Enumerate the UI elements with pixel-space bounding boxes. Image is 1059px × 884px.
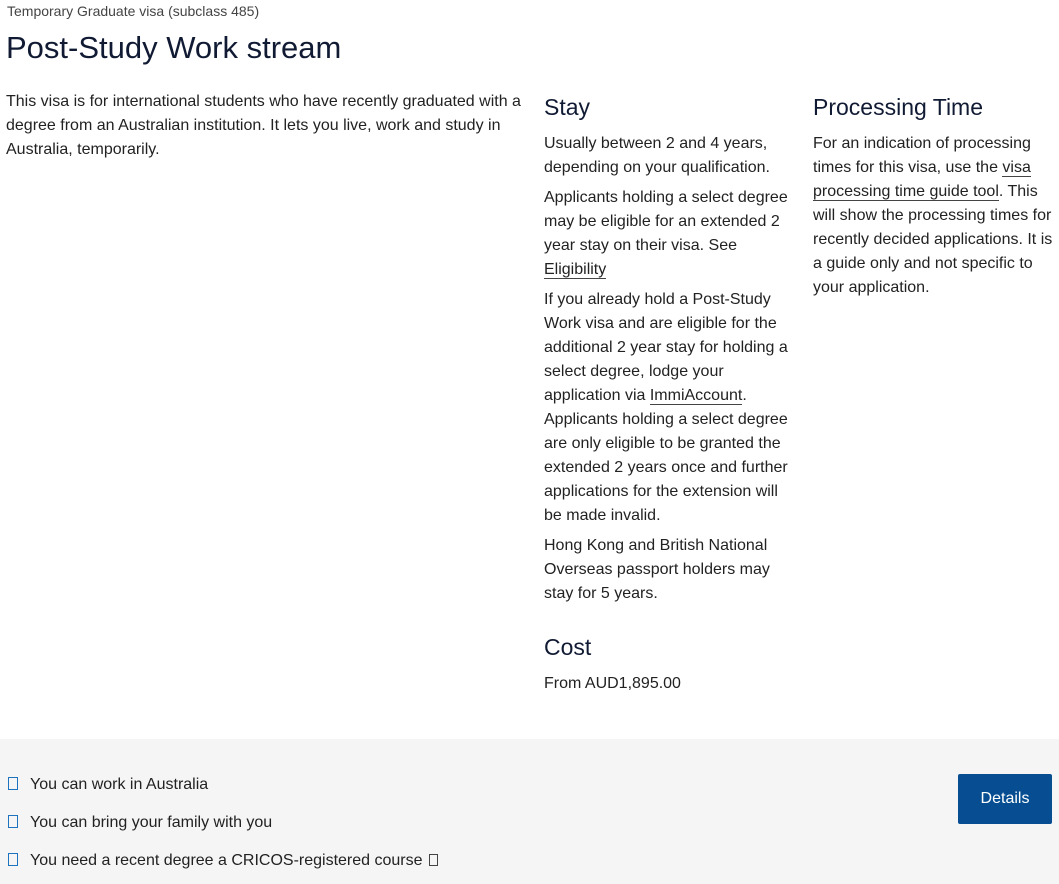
processing-text: For an indication of processing times for this visa, use the visa processing time guide tool. This will show the processing times for recently decided applications. It is a guide only and not specific to your application. xyxy=(813,135,1053,296)
eligibility-link[interactable]: Eligibility xyxy=(544,261,607,278)
page-title: Post-Study Work stream xyxy=(6,30,342,65)
check-icon xyxy=(8,777,18,790)
cost-heading: Cost xyxy=(544,634,592,660)
cost-value: From AUD1,895.00 xyxy=(544,675,681,692)
check-icon xyxy=(8,853,18,866)
cost-section xyxy=(544,630,790,696)
stay-paragraph-2: Applicants holding a select degree may be eligible for an extended 2 year stay on their visa. See Eligibility xyxy=(544,189,788,278)
feature-label: You can bring your family with you xyxy=(30,814,273,831)
pre-title: Temporary Graduate visa (subclass 485) xyxy=(7,3,260,19)
feature-item-work xyxy=(8,773,208,797)
details-button[interactable]: Details xyxy=(958,774,1052,824)
processing-time-tool-link[interactable]: visa processing time guide tool xyxy=(813,159,1031,200)
feature-item-degree xyxy=(8,849,438,873)
feature-label: You can work in Australia xyxy=(30,776,209,793)
immiaccount-link[interactable]: ImmiAccount xyxy=(649,387,743,404)
stay-paragraph-1: Usually between 2 and 4 years, depending on your qualification. xyxy=(544,135,770,176)
stay-paragraph-4: Hong Kong and British National Overseas passport holders may stay for 5 years. xyxy=(544,537,770,602)
feature-label: You need a recent degree a CRICOS-registered course xyxy=(30,852,423,869)
stay-section xyxy=(544,90,790,702)
stay-heading: Stay xyxy=(544,94,591,120)
stay-paragraph-3: If you already hold a Post-Study Work visa and are eligible for the additional 2 year stay for holding a select degree, lodge your application via ImmiAccount. Applicants holding a select degree are only eligible to be granted the extended 2 years once and further applications for the extension will be made invalid. xyxy=(544,291,788,524)
processing-heading: Processing Time xyxy=(813,94,984,120)
intro-text: This visa is for international students who have recently graduated with a degree from an Australian institution. It lets you live, work and study in Australia, temporarily. xyxy=(6,93,521,158)
processing-section xyxy=(813,90,1053,306)
info-icon[interactable] xyxy=(429,854,438,866)
feature-item-family xyxy=(8,811,272,835)
check-icon xyxy=(8,815,18,828)
